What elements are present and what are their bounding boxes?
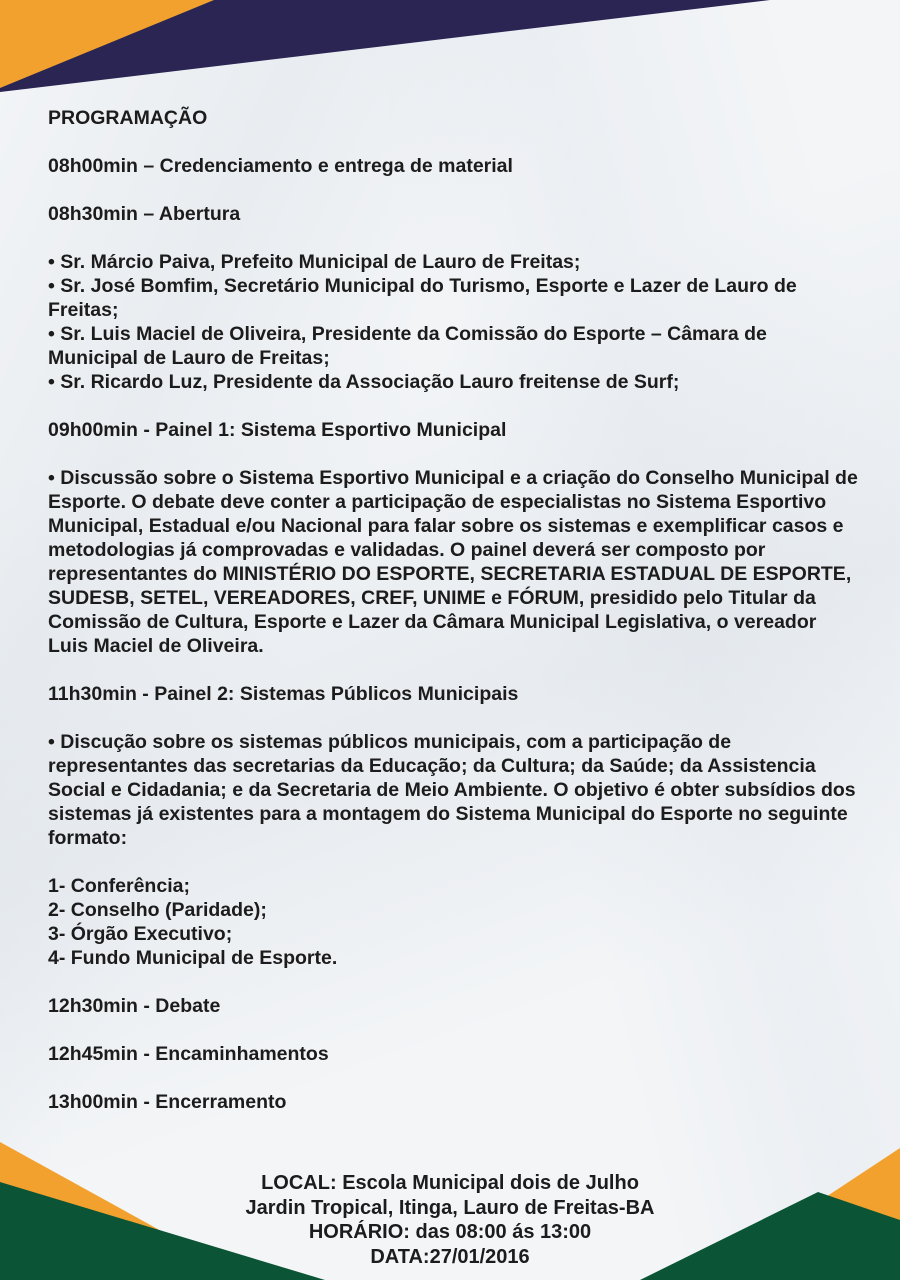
program-content — [48, 106, 860, 1114]
schedule-abertura: 08h30min – Abertura — [48, 203, 241, 225]
schedule-credenciamento: 08h00min – Credenciamento e entrega de material — [48, 155, 513, 177]
formato-list — [48, 874, 860, 970]
list-item: 1- Conferência; — [48, 875, 190, 897]
top-corner-decoration — [0, 0, 900, 100]
schedule-painel2-title: 11h30min - Painel 2: Sistemas Públicos Municipais — [48, 683, 519, 705]
list-item: 4- Fundo Municipal de Esporte. — [48, 947, 338, 969]
list-item: • Sr. Luis Maciel de Oliveira, Presidente da Comissão do Esporte – Câmara de Municipal de Lauro de Freitas; — [48, 323, 767, 369]
event-address: Jardin Tropical, Itinga, Lauro de Freitas-BA — [245, 1196, 655, 1219]
event-info-footer — [0, 1171, 900, 1269]
event-date: DATA:27/01/2016 — [370, 1245, 530, 1268]
event-time: HORÁRIO: das 08:00 ás 13:00 — [308, 1221, 592, 1243]
list-item: • Sr. José Bomfim, Secretário Municipal do Turismo, Esporte e Lazer de Lauro de Freitas; — [48, 275, 797, 321]
list-item: • Sr. Ricardo Luz, Presidente da Associação Lauro freitense de Surf; — [48, 371, 680, 393]
painel1-description: • Discussão sobre o Sistema Esportivo Municipal e a criação do Conselho Municipal de Esporte. O debate deve conter a participação de especialistas no Sistema Esportivo Municipal, Estadual e/ou Nacional para falar sobre os sistemas e exemplificar casos e metodologias já comprovadas e validadas. O painel deverá ser composto por representantes do MINISTÉRIO DO ESPORTE, SECRETARIA ESTADUAL DE ESPORTE, SUDESB, SETEL, VEREADORES, CREF, UNIME e FÓRUM, presidido pelo Titular da Comissão de Cultura, Esporte e Lazer da Câmara Municipal Legislativa, o vereador Luis Maciel de Oliveira. — [48, 467, 858, 657]
list-item: 2- Conselho (Paridade); — [48, 899, 267, 921]
list-item: 3- Órgão Executivo; — [48, 923, 233, 945]
list-item: • Sr. Márcio Paiva, Prefeito Municipal de Lauro de Freitas; — [48, 251, 581, 273]
schedule-debate: 12h30min - Debate — [48, 995, 221, 1017]
page-title: PROGRAMAÇÃO — [48, 107, 208, 129]
schedule-encaminhamentos: 12h45min - Encaminhamentos — [48, 1043, 329, 1065]
abertura-list — [48, 250, 860, 394]
event-location: LOCAL: Escola Municipal dois de Julho — [261, 1172, 639, 1194]
schedule-encerramento: 13h00min - Encerramento — [48, 1091, 287, 1113]
schedule-painel1-title: 09h00min - Painel 1: Sistema Esportivo Municipal — [48, 419, 507, 441]
painel2-description: • Discução sobre os sistemas públicos municipais, com a participação de representantes das secretarias da Educação; da Cultura; da Saúde; da Assistencia Social e Cidadania; e da Secretaria de Meio Ambiente. O objetivo é obter subsídios dos sistemas já existentes para a montagem do Sistema Municipal do Esporte no seguinte formato: — [48, 731, 856, 849]
